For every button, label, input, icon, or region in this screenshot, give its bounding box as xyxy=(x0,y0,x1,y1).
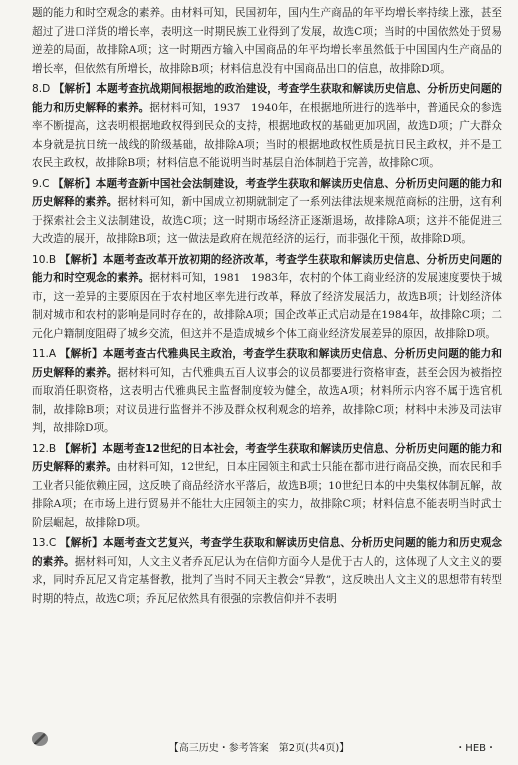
analysis-body: 由材料可知，12世纪，日本庄园领主和武士只能在都市进行商品交换，而农民和手工业者只能依赖庄园，这反映了商品经济水平落后，故选B项；10世纪日本的中央集权体制瓦解，故排除A项；在市场上进行贸易并不能壮大庄园领主的实力，故排除C项；材料信息不能表明当时武士阶层崛起，故排除D项。 xyxy=(32,461,502,529)
question-number: 12. xyxy=(32,442,49,455)
question-number: 11. xyxy=(32,348,49,360)
analysis-lead: 【解析】本题考查新中国社会法制建设，考查学生获取和解读历史信息、分析历史问题的能力和历史解释的素养。 xyxy=(32,177,502,208)
answer-item xyxy=(32,251,502,344)
answer-letter: B xyxy=(48,442,57,455)
intro-paragraph: 题的能力和时空观念的素养。由材料可知，民国初年，国内生产商品的年平均增长率持续上涨，甚至超过了进口洋货的增长率，表明这一时期民族工业得到了发展，故选C项；当时的中国依然处于贸易逆差的局面，故排除A项；这一时期西方输入中国商品的年平均增长率虽然低于中国国内生产商品的增长率，但依然有所增长，故排除B项；材料信息没有中国商品出口的信息，故排除D项。 xyxy=(32,7,502,75)
answer-item xyxy=(32,80,502,173)
answer-item xyxy=(32,534,502,608)
analysis-body: 据材料可知，人文主义者乔瓦尼认为在信仰方面今人是优于古人的，这体现了人文主义的要求，同时乔瓦尼又肯定基督教，批判了当时不同天主教会“异教”，这反映出人文主义的思想带有转型时期的特点，故选C项；乔瓦尼依然具有很强的宗教信仰并不表明 xyxy=(32,555,503,605)
answer-item xyxy=(32,175,502,249)
answer-items xyxy=(32,80,502,608)
answer-letter: D xyxy=(42,83,51,95)
answer-item xyxy=(32,440,502,533)
analysis-body: 据材料可知，1937 1940年，在根据地所进行的选举中，普通民众的参选率不断提高，这表明根据地政权得到民众的支持，根据地政权的基础更加巩固，故选D项；广大群众本身就是抗日统一战线的阶级基础，故排除A项；当时的根据地政权性质是抗日民主政权，并不是工农民主政权，故排除B项；材料信息不能说明当时基层自治体制趋于完善，故排除C项。 xyxy=(32,101,503,169)
footer-code: ・HEB・ xyxy=(455,743,496,754)
question-number: 13. xyxy=(32,537,49,549)
answer-letter: A xyxy=(48,348,57,360)
analysis-lead: 【解析】本题考查抗战期间根据地的政治建设，考查学生获取和解读历史信息、分析历史问题的能力和历史解释的素养。 xyxy=(32,83,502,114)
analysis-lead: 【解析】本题考查文艺复兴，考查学生获取和解读历史信息、分析历史问题的能力和历史观念的素养。 xyxy=(32,537,503,568)
analysis-lead: 【解析】本题考查改革开放初期的经济改革，考查学生获取和解读历史信息、分析历史问题的能力和时空观念的素养。 xyxy=(32,253,503,284)
analysis-body: 据材料可知，古代雅典五百人议事会的议员都要进行资格审查，甚至会因为被指控而取消任职资格，这表明古代雅典民主监督制度较为健全，故选A项；材料所示内容不属于选官机制，故排除B项；对议员进行监督并不涉及群众权利观念的培养，故排除C项；材料中未涉及司法审判，故排除D项。 xyxy=(32,366,503,434)
answer-content xyxy=(32,4,502,608)
question-number: 10. xyxy=(32,253,49,266)
answer-letter: C xyxy=(42,177,50,190)
analysis-lead: 【解析】本题考查12世纪的日本社会，考查学生获取和解读历史信息、分析历史问题的能力和历史解释的素养。 xyxy=(32,442,502,473)
answer-item xyxy=(32,345,502,438)
analysis-body: 据材料可知，新中国成立初期就制定了一系列法律法规来规范商标的注册，这有利于探索社会主义法制建设，故选C项；这一时期市场经济正逐渐退场，故排除A项；这并不能促进三大改造的展开，故排除B项；这一做法是政府在规范经济的运行，而非强化干预，故排除D项。 xyxy=(32,196,503,245)
footer-page-info: 【高三历史・参考答案 第2页(共4页)】 xyxy=(168,743,350,754)
answer-letter: B xyxy=(48,253,57,266)
answer-letter: C xyxy=(48,537,57,549)
question-number: 9. xyxy=(32,177,43,190)
page-footer xyxy=(0,737,518,757)
question-number: 8. xyxy=(32,83,43,95)
analysis-lead: 【解析】本题考查古代雅典民主政治，考查学生获取和解读历史信息、分析历史问题的能力和历史解释的素养。 xyxy=(32,348,503,379)
analysis-body: 据材料可知，1981 1983年，农村的个体工商业经济的发展速度要快于城市，这一差异的主要原因在于农村地区率先进行改革，释放了经济发展活力，故选B项；计划经济体制对城市和农村的影响是同时存在的，故排除A项；国企改革正式启动是在1984年，故排除C项；二元化户籍制度阻碍了城乡交流，但这并不是造成城乡个体工商业经济发展差异的原因，故排除D项。 xyxy=(32,272,503,340)
